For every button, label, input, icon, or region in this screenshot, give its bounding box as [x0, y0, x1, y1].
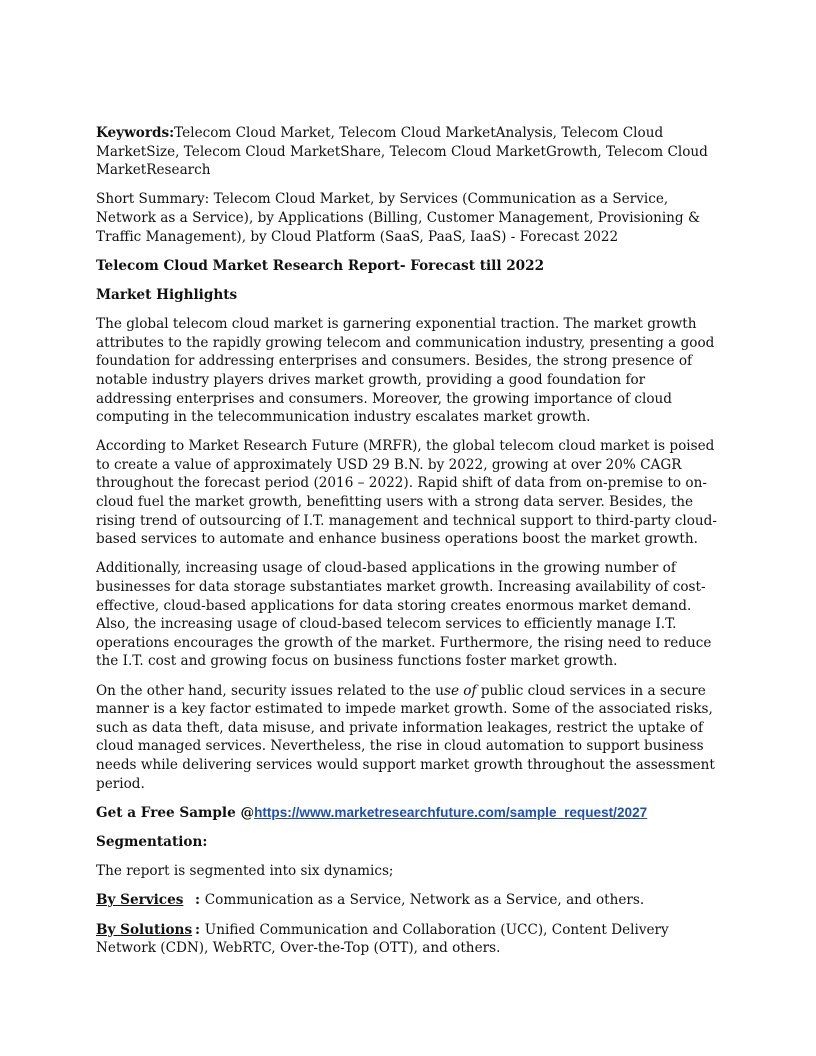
keywords-label: Keywords: — [96, 125, 175, 141]
sample-request-link[interactable]: https://www.marketresearchfuture.com/sample_request/2027 — [254, 804, 648, 820]
sample-line — [96, 804, 722, 823]
highlights-heading: Market Highlights — [96, 286, 238, 303]
segment-label: By Solutions — [96, 921, 193, 938]
report-title: Telecom Cloud Market Research Report- Forecast till 2022 — [96, 257, 545, 274]
sample-label: Get a Free Sample @ — [96, 804, 255, 821]
segment-item-solutions: By Solutions : Unified Communication and Collaboration (UCC), Content Delivery Network (CDN), WebRTC, Over-the-Top (OTT), and others. — [96, 921, 669, 957]
segmentation-intro: The report is segmented into six dynamics; — [96, 863, 394, 880]
paragraph-cloud-applications: Additionally, increasing usage of cloud-based applications in the growing number of businesses for data storage substantiates market growth. Increasing availability of cost-effective, cloud-based applications for data storing creates enormous market demand. Also, the increasing usage of cloud-based telecom services to efficiently manage I.T. operations encourages the growth of the market. Furthermore, the rising need to reduce the I.T. cost and growing focus on business functions foster market growth. — [96, 560, 712, 670]
segmentation-heading: Segmentation: — [96, 833, 208, 850]
short-summary: Short Summary: Telecom Cloud Market, by Services (Communication as a Service, Network as a Service), by Applications (Billing, Customer Management, Provisioning & Traffic Management), by Cloud Platform (SaaS, PaaS, IaaS) - Forecast 2022 — [96, 191, 701, 245]
segment-text: Unified Communication and Collaboration (UCC), Content Delivery Network (CDN), WebRTC, Over-the-Top (OTT), and others. — [96, 921, 669, 957]
keywords-text: Telecom Cloud Market, Telecom Cloud MarketAnalysis, Telecom Cloud MarketSize, Telecom Cloud MarketShare, Telecom Cloud MarketGrowth, Telecom Cloud MarketResearch — [96, 125, 708, 179]
paragraph-mrfr-forecast: According to Market Research Future (MRFR), the global telecom cloud market is poised to create a value of approximately USD 29 B.N. by 2022, growing at over 20% CAGR throughout the forecast period (2016 – 2022). Rapid shift of data from on-premise to on-cloud fuel the market growth, benefitting users with a strong data server. Besides, the rising trend of outsourcing of I.T. management and technical support to third-party cloud-based services to automate and enhance business operations boost the market growth. — [96, 438, 717, 548]
segment-label: By Services — [96, 892, 184, 909]
paragraph-security-issues: On the other hand, security issues related to the use of public cloud services in a secure manner is a key factor estimated to impede market growth. Some of the associated risks, such as data theft, data misuse, and private information leakages, restrict the uptake of cloud managed services. Nevertheless, the rise in cloud automation to support business needs while delivering services would support market growth throughout the assessment period. — [96, 682, 715, 792]
italic-text: se of — [443, 682, 477, 699]
segment-item-services: By Services : Communication as a Service, Network as a Service, and others. — [96, 892, 645, 909]
document-body — [96, 124, 722, 968]
segment-text: Communication as a Service, Network as a Service, and others. — [204, 892, 645, 909]
paragraph-market-traction: The global telecom cloud market is garnering exponential traction. The market growth attributes to the rapidly growing telecom and communication industry, presenting a good foundation for addressing enterprises and consumers. Besides, the strong presence of notable industry players drives market growth, providing a good foundation for addressing enterprises and consumers. Moreover, the growing importance of cloud computing in the telecommunication industry escalates market growth. — [96, 316, 715, 426]
keywords-paragraph — [96, 124, 722, 180]
